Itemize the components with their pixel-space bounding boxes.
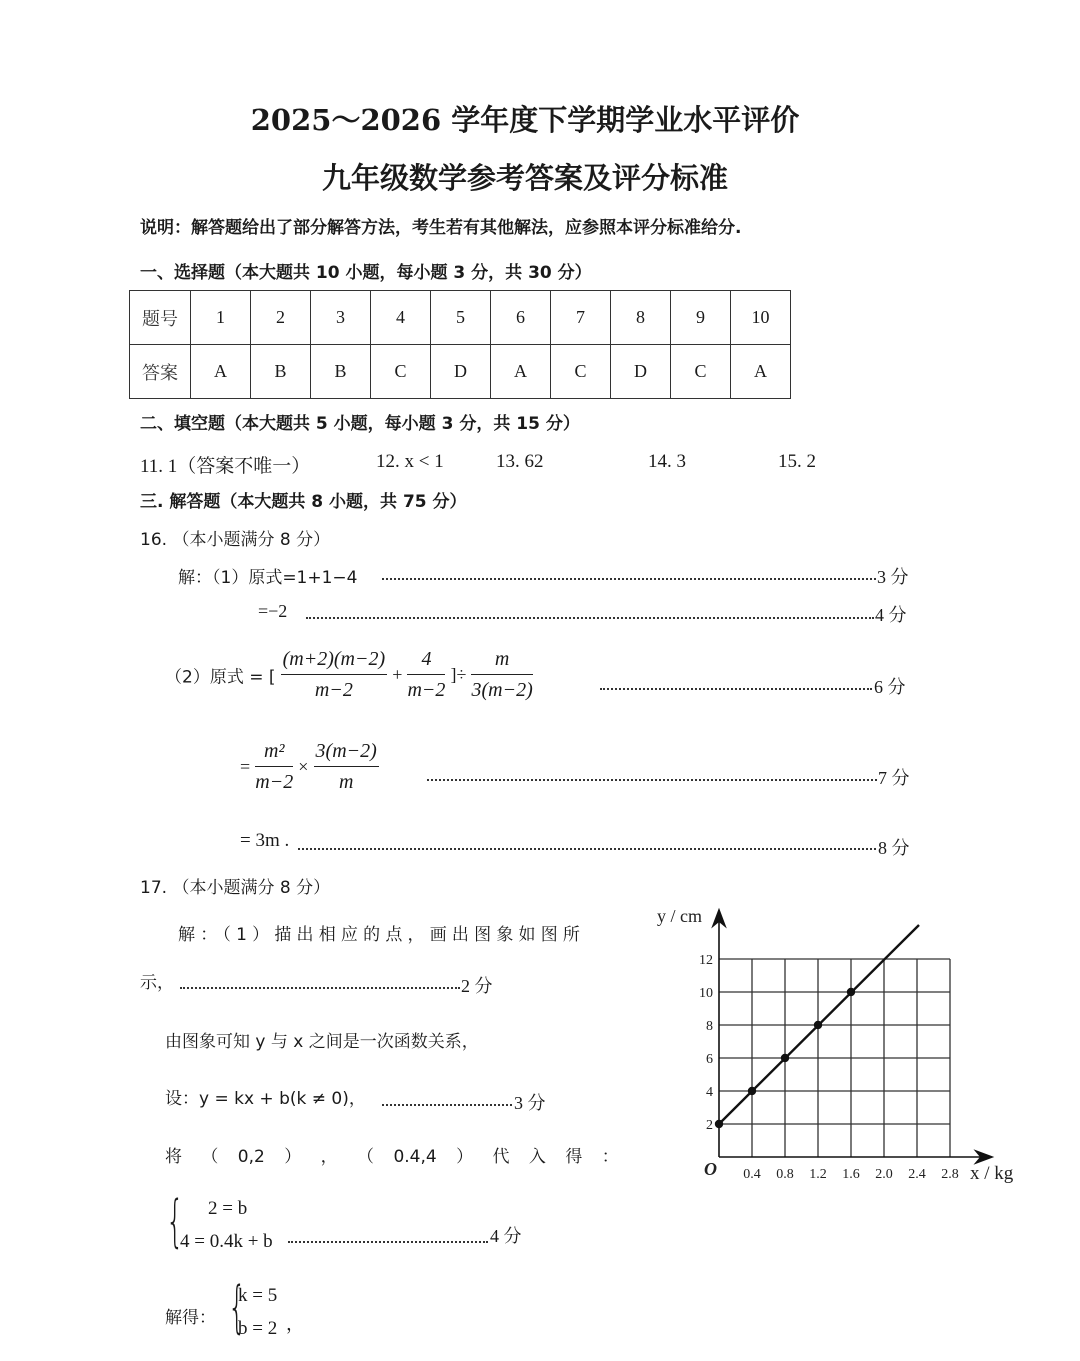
q17-step4: 将 （ 0,2 ） ， （ 0.4,4 ） 代 入 得 ：	[165, 1147, 619, 1167]
q17-step3-points: 3 分	[514, 1093, 546, 1113]
q17-title: 17. （本小题满分 8 分）	[140, 878, 331, 898]
section2-heading: 二、填空题（本大题共 5 小题，每小题 3 分，共 15 分）	[140, 414, 580, 434]
svg-text:2: 2	[706, 1118, 713, 1133]
left-brace-icon: {	[228, 1275, 246, 1340]
table-cell: D	[431, 345, 491, 399]
fill-answer-13: 13. 62	[496, 451, 544, 472]
plus-sign: +	[392, 664, 403, 685]
q17-step4-points: 4 分	[490, 1226, 522, 1246]
x-axis-label: x / kg	[970, 1163, 1014, 1184]
table-cell: 5	[431, 291, 491, 345]
svg-text:8: 8	[706, 1019, 713, 1034]
table-cell: A	[491, 345, 551, 399]
table-cell: 10	[731, 291, 791, 345]
svg-text:10: 10	[699, 986, 713, 1001]
fill-answer-12: 12. x < 1	[376, 451, 444, 472]
section3-heading: 三. 解答题（本大题共 8 小题，共 75 分）	[140, 492, 467, 512]
table-cell: C	[671, 345, 731, 399]
y-axis-label: y / cm	[657, 906, 702, 926]
table-header-number: 题号	[130, 291, 191, 345]
denominator: m−2	[314, 679, 353, 701]
q17-step1-points: 2 分	[461, 976, 493, 996]
q16-part2-prefix: （2）原式 = [	[165, 667, 276, 688]
svg-text:2.8: 2.8	[941, 1167, 959, 1182]
section1-heading: 一、选择题（本大题共 10 小题，每小题 3 分，共 30 分）	[140, 263, 592, 283]
solution-comma: ，	[286, 1314, 304, 1334]
table-cell: C	[371, 345, 431, 399]
svg-text:1.6: 1.6	[842, 1167, 860, 1182]
left-brace-icon: {	[166, 1189, 184, 1254]
solution-row: b = 2	[238, 1318, 278, 1339]
numerator: (m+2)(m−2)	[281, 648, 388, 675]
q16-step5-points: 8 分	[878, 838, 910, 858]
q17-solve-label: 解得：	[165, 1308, 216, 1328]
q16-step4-points: 7 分	[878, 768, 910, 788]
table-cell: 3	[311, 291, 371, 345]
q16-step3-points: 6 分	[874, 677, 906, 697]
document-subtitle: 九年级数学参考答案及评分标准	[321, 161, 728, 195]
table-cell: 1	[191, 291, 251, 345]
table-cell: 7	[551, 291, 611, 345]
svg-text:2.0: 2.0	[875, 1167, 893, 1182]
svg-text:12: 12	[699, 953, 713, 968]
fill-answer-15: 15. 2	[778, 451, 816, 472]
q16-title: 16. （本小题满分 8 分）	[140, 530, 331, 550]
denominator: m−2	[255, 771, 294, 793]
svg-text:6: 6	[706, 1052, 713, 1067]
q17-step1-cont: 示，	[140, 973, 174, 993]
numerator: m	[471, 648, 532, 675]
table-cell: 8	[611, 291, 671, 345]
times-sign: ×	[298, 756, 309, 777]
solution-row: k = 5	[238, 1285, 278, 1306]
denominator: m	[338, 771, 354, 793]
table-cell: C	[551, 345, 611, 399]
svg-text:0.8: 0.8	[776, 1167, 794, 1182]
table-cell: 6	[491, 291, 551, 345]
svg-text:2.4: 2.4	[908, 1167, 926, 1182]
y-tick-labels	[699, 953, 713, 1133]
table-cell: A	[191, 345, 251, 399]
table-cell: B	[311, 345, 371, 399]
fill-answer-11: 11. 1（答案不唯一）	[140, 456, 311, 477]
numerator: m²	[255, 740, 293, 767]
equals-sign: =	[240, 756, 251, 777]
denominator: 3(m−2)	[471, 679, 533, 701]
table-cell: 2	[251, 291, 311, 345]
q16-step1: 解：（1）原式=1+1−4	[178, 568, 358, 588]
divide-sign: ]÷	[450, 664, 467, 685]
denominator: m−2	[407, 679, 446, 701]
table-cell: B	[251, 345, 311, 399]
equation-system-row: 2 = b	[208, 1198, 248, 1219]
numerator: 3(m−2)	[314, 740, 379, 767]
equation-system-row: 4 = 0.4k + b	[180, 1231, 273, 1252]
origin-label: O	[704, 1159, 717, 1179]
svg-text:4: 4	[706, 1085, 713, 1100]
svg-text:0.4: 0.4	[743, 1167, 761, 1182]
q17-step3: 设：y = kx + b(k ≠ 0)，	[165, 1089, 366, 1109]
table-cell: D	[611, 345, 671, 399]
x-tick-labels	[743, 1167, 959, 1182]
table-cell: A	[731, 345, 791, 399]
chart-grid	[719, 959, 950, 1157]
q17-step1: 解：（1）描出相应的点，画出图象如图所	[178, 925, 586, 945]
fill-answer-14: 14. 3	[648, 451, 686, 472]
table-cell: 9	[671, 291, 731, 345]
q16-step5: = 3m .	[240, 830, 290, 851]
table-cell: 4	[371, 291, 431, 345]
q17-step2: 由图象可知 y 与 x 之间是一次函数关系，	[165, 1032, 479, 1052]
svg-text:1.2: 1.2	[809, 1167, 827, 1182]
q16-step2-points: 4 分	[875, 605, 907, 625]
document-title: 2025～2026 学年度下学期学业水平评价	[250, 103, 800, 137]
q16-step2: =−2	[258, 601, 288, 621]
q16-step1-points: 3 分	[877, 567, 909, 587]
instructions-note: 说明：解答题给出了部分解答方法，考生若有其他解法，应参照本评分标准给分.	[140, 218, 742, 238]
numerator: 4	[407, 648, 445, 675]
table-header-answer: 答案	[130, 345, 191, 399]
